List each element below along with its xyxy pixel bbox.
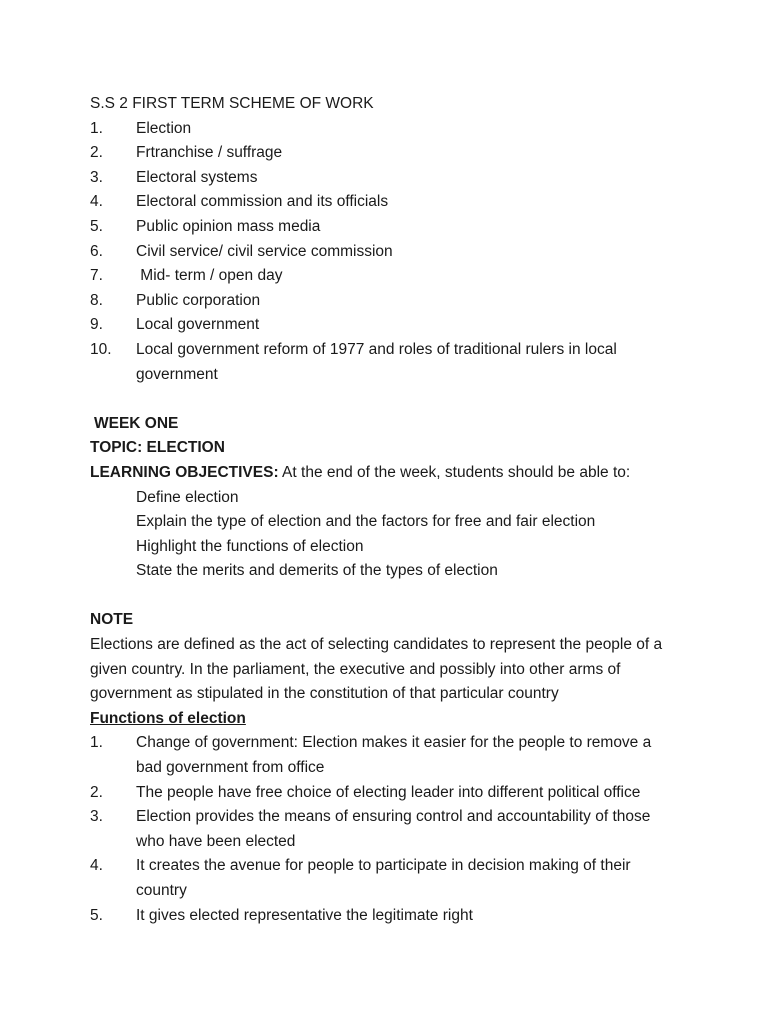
item-number: 10. xyxy=(90,340,112,358)
scheme-item xyxy=(90,289,690,314)
objective-item: Define election xyxy=(136,488,239,506)
item-text: Public opinion mass media xyxy=(136,217,321,235)
item-number: 4. xyxy=(90,857,103,875)
objectives-label: LEARNING OBJECTIVES: xyxy=(90,463,279,481)
function-item xyxy=(90,805,690,854)
item-text: Local government xyxy=(136,316,260,334)
item-number: 1. xyxy=(90,119,103,137)
item-number: 3. xyxy=(90,808,103,826)
objectives-list xyxy=(90,486,690,584)
item-text: It creates the avenue for people to participate in decision making of their country xyxy=(136,857,631,899)
item-number: 3. xyxy=(90,168,103,186)
function-item xyxy=(90,731,690,780)
item-text: Civil service/ civil service commission xyxy=(136,242,393,260)
item-number: 6. xyxy=(90,242,103,260)
item-text: Election provides the means of ensuring control and accountability of those who have been elected xyxy=(136,808,651,850)
scheme-item xyxy=(90,215,690,240)
functions-list xyxy=(90,731,690,928)
item-number: 5. xyxy=(90,906,103,924)
spacer xyxy=(90,584,690,609)
item-number: 2. xyxy=(90,783,103,801)
item-text: The people have free choice of electing leader into different political office xyxy=(136,783,641,801)
scheme-item xyxy=(90,338,690,387)
spacer xyxy=(90,387,690,412)
item-number: 9. xyxy=(90,316,103,334)
item-text: Frtranchise / suffrage xyxy=(136,144,283,162)
objective-item: Explain the type of election and the factors for free and fair election xyxy=(136,513,596,531)
item-number: 4. xyxy=(90,193,103,211)
item-text: Electoral commission and its officials xyxy=(136,193,389,211)
item-text: Public corporation xyxy=(136,291,261,309)
scheme-item xyxy=(90,166,690,191)
functions-heading: Functions of election xyxy=(90,709,246,727)
item-text: Change of government: Election makes it easier for the people to remove a bad government from office xyxy=(136,734,652,777)
item-number: 1. xyxy=(90,734,103,752)
item-text: Electoral systems xyxy=(136,168,258,186)
function-item xyxy=(90,854,690,903)
item-number: 2. xyxy=(90,144,103,162)
scheme-item xyxy=(90,141,690,166)
scheme-item xyxy=(90,240,690,265)
objective-item: Highlight the functions of election xyxy=(136,537,364,555)
document-content xyxy=(90,92,690,928)
note-paragraph: Elections are defined as the act of selecting candidates to represent the people of a given country. In the parliament, the executive and possibly into other arms of government as stipulated in the constitution of that particular country xyxy=(90,636,663,703)
item-number: 7. xyxy=(90,267,103,285)
scheme-item xyxy=(90,117,690,142)
scheme-item xyxy=(90,264,690,289)
item-text: It gives elected representative the legitimate right xyxy=(136,906,473,924)
item-text: Election xyxy=(136,119,192,137)
objectives-intro: At the end of the week, students should be able to: xyxy=(278,463,631,481)
item-text: Mid- term / open day xyxy=(136,267,283,285)
note-heading: NOTE xyxy=(90,611,134,629)
scheme-item xyxy=(90,190,690,215)
scheme-item xyxy=(90,313,690,338)
week-heading: WEEK ONE xyxy=(94,414,179,432)
function-item xyxy=(90,781,690,806)
scheme-list xyxy=(90,117,690,388)
learning-objectives-line xyxy=(90,461,690,486)
function-item xyxy=(90,904,690,929)
item-text: Local government reform of 1977 and roles of traditional rulers in local government xyxy=(136,340,617,383)
item-number: 8. xyxy=(90,291,103,309)
item-number: 5. xyxy=(90,217,103,235)
topic-heading: TOPIC: ELECTION xyxy=(90,439,225,457)
scheme-title: S.S 2 FIRST TERM SCHEME OF WORK xyxy=(90,95,374,112)
objective-item: State the merits and demerits of the types of election xyxy=(136,562,498,580)
